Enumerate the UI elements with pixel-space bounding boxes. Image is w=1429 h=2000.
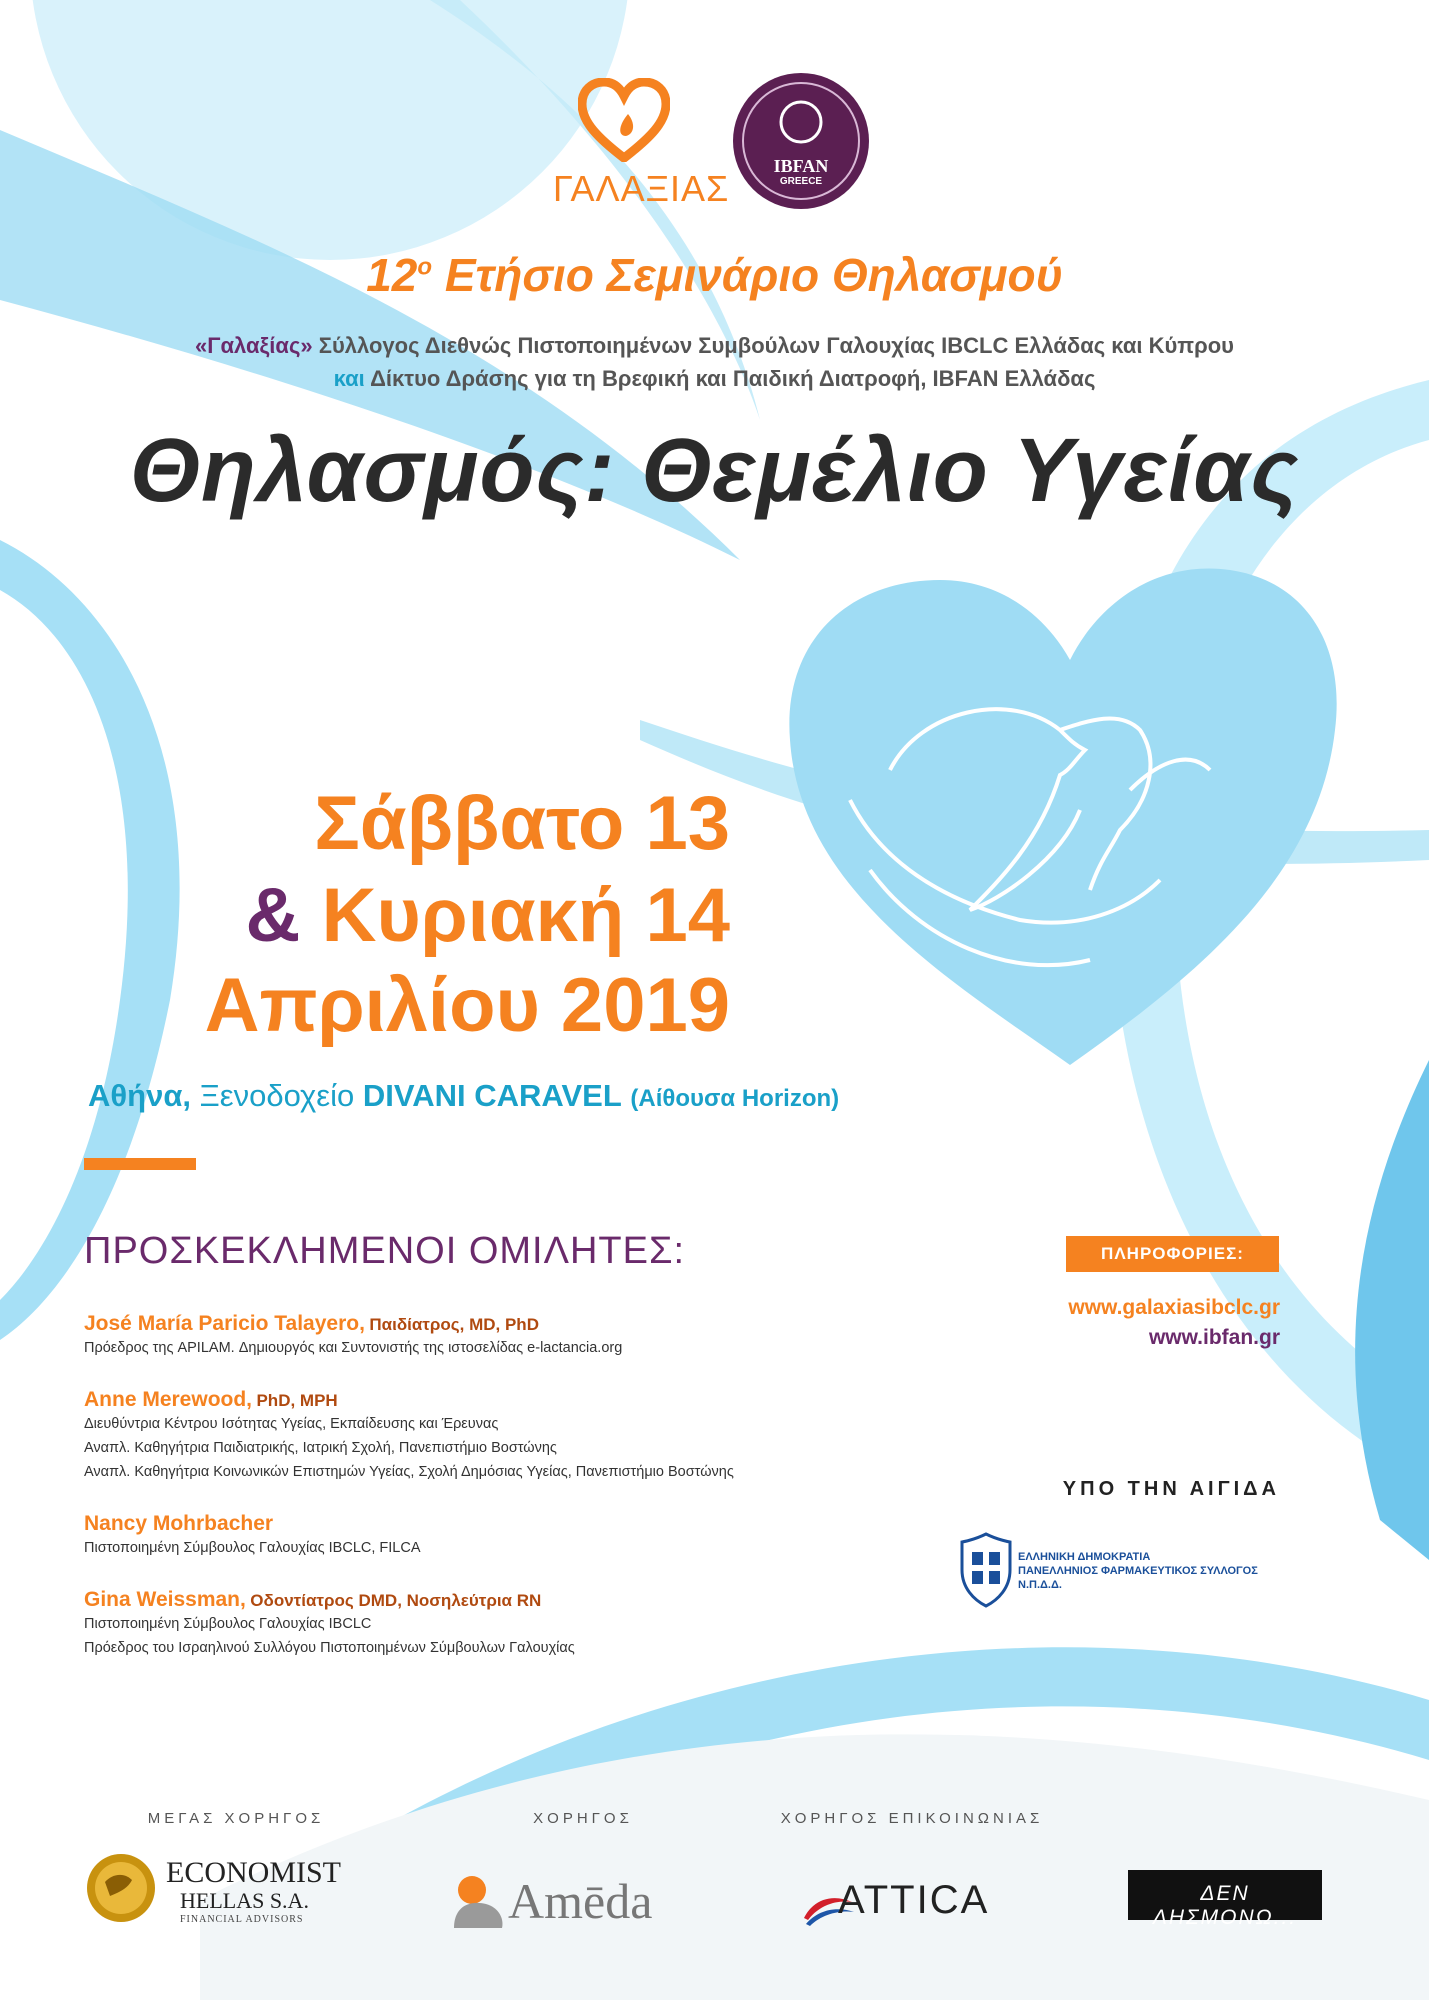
organizer-line-2	[0, 366, 1429, 392]
economist-line3: FINANCIAL ADVISORS	[180, 1914, 304, 1925]
seminar-title	[0, 248, 1429, 302]
den-lismono-logo	[1128, 1870, 1322, 1929]
aegis-organization	[1018, 1550, 1258, 1592]
ameda-mark-icon	[450, 1870, 506, 1932]
speaker-name: Anne Merewood,	[84, 1388, 253, 1411]
organizer-galaxias: «Γαλαξίας»	[195, 333, 313, 358]
info-badge: ΠΛΗΡΟΦΟΡΙΕΣ:	[1066, 1236, 1279, 1272]
media-sponsor-label: ΧΟΡΗΓΟΣ ΕΠΙΚΟΙΝΩΝΙΑΣ	[780, 1810, 1044, 1827]
speaker-description: Πρόεδρος του Ισραηλινού Συλλόγου Πιστοποιημένων Σύμβουλων Γαλουχίας	[84, 1640, 575, 1656]
ibfan-seal-icon	[730, 70, 872, 212]
speaker-description: Αναπλ. Καθηγήτρια Παιδιατρικής, Ιατρική Σχολή, Πανεπιστήμιο Βοστώνης	[84, 1440, 557, 1456]
heart-mother-baby-icon	[770, 560, 1350, 1080]
speaker-description: Πρόεδρος της APILAM. Δημιουργός και Συντονιστής της ιστοσελίδας e-lactancia.org	[84, 1340, 623, 1356]
venue-hotel-label: Ξενοδοχείο	[199, 1078, 355, 1113]
venue-city: Αθήνα,	[88, 1078, 191, 1113]
den-lismono-text: ΔΕΝ ΛΗΣΜΟΝΩ...	[1152, 1882, 1298, 1929]
date-sunday-text: Κυριακή 14	[321, 873, 730, 958]
aegis-heading: ΥΠΟ ΤΗΝ ΑΙΓΙΔΑ	[1062, 1478, 1280, 1500]
date-line-saturday: Σάββατο 13	[314, 781, 730, 866]
globe-icon	[80, 1852, 162, 1924]
venue	[88, 1078, 839, 1114]
heart-drop-icon	[578, 78, 670, 162]
attica-text: ATTICA	[838, 1878, 990, 1922]
aegis-line: ΕΛΛΗΝΙΚΗ ΔΗΜΟΚΡΑΤΙΑ	[1018, 1551, 1151, 1563]
date-ampersand: &	[245, 873, 301, 958]
greek-coat-of-arms-icon	[958, 1530, 1014, 1610]
economist-line1: ECONOMIST	[166, 1856, 342, 1889]
venue-hall: (Αίθουσα Horizon)	[630, 1085, 840, 1112]
seminar-title-text: Ετήσιο Σεμινάριο Θηλασμού	[444, 249, 1063, 301]
speaker-name: Nancy Mohrbacher	[84, 1512, 274, 1535]
aegis-line: Ν.Π.Δ.Δ.	[1018, 1579, 1062, 1591]
attica-logo	[800, 1870, 1000, 1930]
speaker-description: Πιστοποιημένη Σύμβουλος Γαλουχίας IBCLC, FILCA	[84, 1540, 421, 1556]
main-sponsor-label: ΜΕΓΑΣ ΧΟΡΗΓΟΣ	[147, 1810, 325, 1827]
speaker-credentials: Οδοντίατρος DMD, Νοσηλεύτρια RN	[250, 1591, 542, 1610]
seminar-number: 12	[366, 249, 418, 301]
venue-hotel-name: DIVANI CARAVEL	[362, 1078, 622, 1113]
speaker-credentials: Παιδίατρος, MD, PhD	[369, 1315, 539, 1334]
date-line-month-year: Απριλίου 2019	[204, 963, 730, 1048]
organizer-line-1	[0, 333, 1429, 359]
economist-line2: HELLAS S.A.	[180, 1888, 309, 1913]
galaxias-website-link[interactable]: www.galaxiasibclc.gr	[1068, 1296, 1280, 1319]
organizer-galaxias-desc: Σύλλογος Διεθνώς Πιστοποιημένων Συμβούλων Γαλουχίας IBCLC Ελλάδας και Κύπρου	[318, 333, 1234, 358]
speaker-description: Αναπλ. Καθηγήτρια Κοινωνικών Επιστημών Υγείας, Σχολή Δημόσιας Υγείας, Πανεπιστήμιο Βοστώνης	[84, 1464, 734, 1480]
ameda-text: Amēda	[508, 1873, 653, 1929]
main-title: Θηλασμός: Θεμέλιο Υγείας	[129, 421, 1300, 521]
speaker-name: José María Paricio Talayero,	[84, 1312, 365, 1335]
galaxias-logo-text: ΓΑΛΑΞΙΑΣ	[553, 168, 730, 209]
ameda-logo	[450, 1866, 710, 1936]
speaker-mohrbacher	[84, 1512, 421, 1560]
speaker-merewood	[84, 1388, 734, 1484]
bg-arc-right-bottom	[1355, 1060, 1429, 1560]
seminar-number-sup: ο	[417, 253, 433, 281]
organizer-ibfan-desc: Δίκτυο Δράσης για τη Βρεφική και Παιδική Διατροφή, IBFAN Ελλάδας	[370, 366, 1096, 391]
speaker-description: Πιστοποιημένη Σύμβουλος Γαλουχίας IBCLC	[84, 1616, 372, 1632]
speaker-description: Διευθύντρια Κέντρου Ισότητας Υγείας, Εκπαίδευσης και Έρευνας	[84, 1416, 499, 1432]
speaker-name: Gina Weissman,	[84, 1588, 246, 1611]
speaker-paricio	[84, 1312, 622, 1360]
economist-hellas-logo	[80, 1848, 370, 1928]
ibfan-logo-subtext: GREECE	[779, 176, 823, 187]
aegis-line: ΠΑΝΕΛΛΗΝΙΟΣ ΦΑΡΜΑΚΕΥΤΙΚΟΣ ΣΥΛΛΟΓΟΣ	[1018, 1565, 1258, 1577]
organizer-conjunction: και	[333, 366, 365, 391]
ibfan-website-link[interactable]: www.ibfan.gr	[1148, 1326, 1280, 1349]
speaker-credentials: PhD, MPH	[256, 1391, 338, 1410]
bg-wave-bottom2	[200, 1734, 1429, 2000]
speakers-heading: ΠΡΟΣΚΕΚΛΗΜΕΝΟΙ ΟΜΙΛΗΤΕΣ:	[84, 1230, 686, 1272]
orange-divider	[84, 1158, 196, 1170]
ibfan-logo-text: IBFAN	[773, 156, 829, 176]
date-line-sunday	[80, 872, 730, 959]
speaker-weissman	[84, 1588, 575, 1660]
sponsor-label: ΧΟΡΗΓΟΣ	[533, 1810, 633, 1827]
